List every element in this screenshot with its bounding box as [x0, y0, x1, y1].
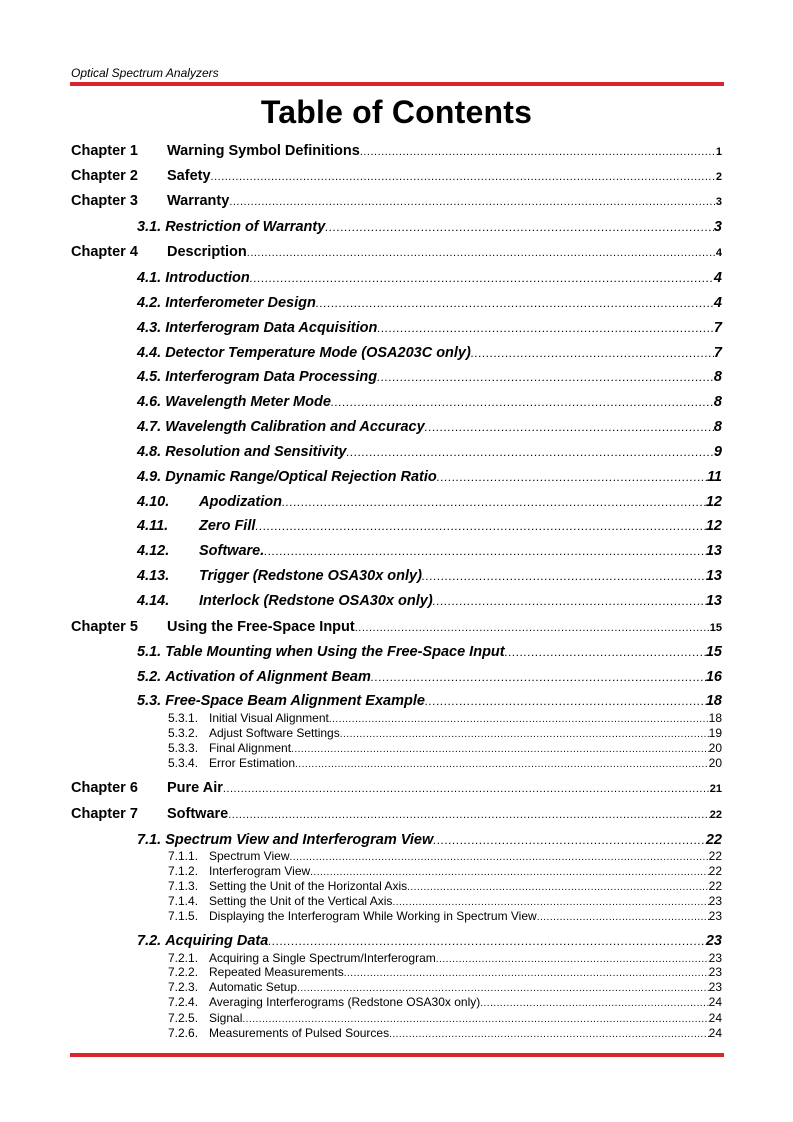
- toc-entry-number: 7.1.3.: [168, 879, 199, 893]
- toc-entry-title: Detector Temperature Mode (OSA203C only): [165, 345, 471, 361]
- toc-entry-page: 16: [705, 669, 722, 685]
- toc-entry[interactable]: [168, 757, 722, 770]
- toc-entry-page: 20: [708, 741, 722, 755]
- toc-entry-number: 3.1.: [137, 219, 162, 235]
- toc-leader-dots: [242, 1015, 708, 1025]
- toc-entry-page: 24: [708, 1026, 722, 1040]
- toc-leader-dots: [344, 969, 709, 979]
- toc-entry-number: 5.3.2.: [168, 726, 199, 740]
- toc-entry-page: 4: [713, 295, 722, 311]
- toc-entry-page: 24: [708, 1011, 722, 1025]
- toc-entry-page: 15: [709, 622, 722, 634]
- toc-entry-title: Displaying the Interferogram While Working in Spectrum View: [209, 909, 537, 923]
- toc-entry-number: 7.2.1.: [168, 951, 199, 965]
- toc-entry[interactable]: [71, 194, 722, 209]
- toc-entry-number: 7.1.: [137, 832, 162, 848]
- toc-entry[interactable]: [168, 966, 722, 979]
- toc-leader-dots: [360, 147, 716, 158]
- toc-leader-dots: [346, 446, 713, 458]
- toc-entry-number: 4.8.: [137, 444, 162, 460]
- toc-entry[interactable]: [168, 1027, 722, 1040]
- toc-entry-title: Warning Symbol Definitions: [167, 143, 360, 159]
- toc-entry-title: Zero Fill: [199, 518, 256, 534]
- page-title: Table of Contents: [260, 94, 533, 130]
- toc-entry[interactable]: [168, 880, 722, 893]
- toc-entry-page: 8: [713, 369, 722, 385]
- toc-entry-page: 13: [705, 593, 722, 609]
- toc-entry-number: 7.2.4.: [168, 995, 199, 1009]
- toc-entry-page: 8: [713, 419, 722, 435]
- toc-leader-dots: [329, 715, 709, 725]
- toc-entry-title: Wavelength Meter Mode: [165, 394, 331, 410]
- toc-leader-dots: [422, 570, 706, 582]
- toc-leader-dots: [425, 695, 706, 707]
- toc-entry[interactable]: [71, 144, 722, 159]
- footer-rule: [70, 1053, 724, 1057]
- toc-entry-number: Chapter 5: [71, 619, 138, 635]
- toc-entry-page: 24: [708, 995, 722, 1009]
- toc-entry-page: 9: [713, 444, 722, 460]
- toc-entry[interactable]: [137, 694, 722, 709]
- toc-entry-number: Chapter 1: [71, 143, 138, 159]
- toc-entry[interactable]: [137, 495, 722, 510]
- toc-entry-title: Table Mounting when Using the Free-Space Input: [165, 644, 505, 660]
- toc-leader-dots: [211, 172, 716, 183]
- toc-leader-dots: [377, 371, 714, 383]
- toc-entry-title: Restriction of Warranty: [165, 219, 326, 235]
- toc-entry[interactable]: [137, 346, 722, 361]
- toc-entry-number: 5.1.: [137, 644, 162, 660]
- toc-entry-page: 13: [705, 568, 722, 584]
- toc-entry-title: Wavelength Calibration and Accuracy: [165, 419, 425, 435]
- toc-entry[interactable]: [137, 934, 722, 949]
- toc-entry-title: Error Estimation: [209, 756, 296, 770]
- toc-entry-page: 11: [706, 469, 722, 485]
- toc-entry-page: 22: [708, 864, 722, 878]
- toc-entry-number: 7.1.5.: [168, 909, 199, 923]
- toc-leader-dots: [392, 898, 708, 908]
- running-header: Optical Spectrum Analyzers: [71, 66, 219, 80]
- toc-entry[interactable]: [137, 321, 722, 336]
- toc-entry-number: 4.11.: [137, 518, 169, 534]
- toc-leader-dots: [264, 545, 706, 557]
- toc-leader-dots: [291, 745, 709, 755]
- toc-entry[interactable]: [168, 1012, 722, 1025]
- toc-entry-title: Using the Free-Space Input: [167, 619, 355, 635]
- toc-entry-title: Pure Air: [167, 780, 223, 796]
- toc-leader-dots: [310, 868, 708, 878]
- toc-entry[interactable]: [137, 220, 722, 235]
- toc-entry-number: 7.1.2.: [168, 864, 199, 878]
- toc-entry-number: Chapter 4: [71, 244, 138, 260]
- toc-leader-dots: [505, 646, 706, 658]
- toc-entry-page: 21: [709, 783, 722, 795]
- toc-entry-page: 23: [708, 894, 722, 908]
- toc-entry-number: Chapter 6: [71, 780, 138, 796]
- toc-entry-title: Software: [167, 806, 229, 822]
- toc-leader-dots: [340, 730, 709, 740]
- toc-leader-dots: [229, 197, 716, 208]
- toc-entry-page: 23: [708, 980, 722, 994]
- toc-entry[interactable]: [168, 727, 722, 740]
- toc-entry-page: 22: [708, 849, 722, 863]
- toc-leader-dots: [289, 853, 708, 863]
- toc-entry-title: Software.: [199, 543, 265, 559]
- toc-entry-title: Resolution and Sensitivity: [165, 444, 347, 460]
- toc-leader-dots: [480, 999, 708, 1009]
- toc-entry-number: 7.1.1.: [168, 849, 199, 863]
- toc-leader-dots: [282, 496, 706, 508]
- toc-entry[interactable]: [137, 833, 722, 848]
- toc-entry[interactable]: [168, 865, 722, 878]
- toc-entry-number: Chapter 3: [71, 193, 138, 209]
- toc-leader-dots: [297, 984, 709, 994]
- toc-leader-dots: [437, 471, 707, 483]
- toc-entry[interactable]: [137, 420, 722, 435]
- toc-entry-page: 23: [708, 909, 722, 923]
- toc-entry-title: Interferogram View: [209, 864, 311, 878]
- toc-entry[interactable]: [71, 807, 722, 822]
- toc-entry-title: Final Alignment: [209, 741, 292, 755]
- toc-entry-number: 4.7.: [137, 419, 162, 435]
- toc-entry-title: Averaging Interferograms (Redstone OSA30x only): [209, 995, 481, 1009]
- toc-entry-number: Chapter 2: [71, 168, 138, 184]
- toc-entry-number: 5.3.1.: [168, 711, 199, 725]
- toc-entry-page: 23: [705, 933, 722, 949]
- toc-entry-number: 5.2.: [137, 669, 162, 685]
- toc-entry-page: 4: [713, 270, 722, 286]
- toc-entry-title: Setting the Unit of the Vertical Axis: [209, 894, 393, 908]
- toc-entry-number: 4.14.: [137, 593, 170, 609]
- toc-entry-number: 5.3.3.: [168, 741, 199, 755]
- toc-entry-page: 23: [708, 965, 722, 979]
- toc-entry-title: Apodization: [199, 494, 282, 510]
- toc-leader-dots: [223, 784, 710, 795]
- toc-entry-number: 4.12.: [137, 543, 170, 559]
- toc-entry-page: 22: [705, 832, 722, 848]
- toc-entry-title: Initial Visual Alignment: [209, 711, 329, 725]
- toc-entry-title: Interferogram Data Processing: [165, 369, 378, 385]
- toc-entry-number: 4.10.: [137, 494, 170, 510]
- toc-leader-dots: [228, 810, 710, 821]
- toc-entry-number: 4.4.: [137, 345, 162, 361]
- toc-entry[interactable]: [71, 169, 722, 184]
- toc-entry-title: Trigger (Redstone OSA30x only): [199, 568, 422, 584]
- toc-leader-dots: [325, 221, 714, 233]
- toc-entry-title: Spectrum View: [209, 849, 290, 863]
- toc-entry[interactable]: [137, 271, 722, 286]
- toc-leader-dots: [433, 834, 706, 846]
- toc-entry-number: 4.6.: [137, 394, 162, 410]
- toc-entry-title: Automatic Setup: [209, 980, 298, 994]
- toc-entry-number: 7.2.5.: [168, 1011, 199, 1025]
- toc-entry[interactable]: [137, 370, 722, 385]
- toc-entry-page: 15: [705, 644, 722, 660]
- toc-entry-title: Dynamic Range/Optical Rejection Ratio: [165, 469, 437, 485]
- toc-entry-page: 7: [713, 320, 722, 336]
- toc-leader-dots: [471, 347, 714, 359]
- toc-entry-page: 8: [713, 394, 722, 410]
- toc-entry-title: Free-Space Beam Alignment Example: [165, 693, 425, 709]
- toc-entry-title: Interferogram Data Acquisition: [165, 320, 378, 336]
- toc-entry-title: Acquiring a Single Spectrum/Interferogram: [209, 951, 436, 965]
- toc-leader-dots: [295, 760, 709, 770]
- toc-entry-number: 5.3.4.: [168, 756, 199, 770]
- toc-entry-title: Safety: [167, 168, 211, 184]
- toc-entry[interactable]: [137, 296, 722, 311]
- toc-leader-dots: [268, 935, 706, 947]
- toc-entry[interactable]: [137, 594, 722, 609]
- toc-entry-number: 4.3.: [137, 320, 162, 336]
- toc-entry-title: Introduction: [165, 270, 250, 286]
- toc-entry-page: 19: [708, 726, 722, 740]
- toc-entry-page: 2: [715, 171, 722, 183]
- toc-entry-page: 7: [713, 345, 722, 361]
- toc-leader-dots: [389, 1030, 709, 1040]
- toc-entry-title: Setting the Unit of the Horizontal Axis: [209, 879, 408, 893]
- toc-entry-title: Measurements of Pulsed Sources: [209, 1026, 390, 1040]
- toc-entry[interactable]: [168, 996, 722, 1009]
- toc-leader-dots: [433, 595, 706, 607]
- toc-entry-number: 4.9.: [137, 469, 162, 485]
- toc-entry-title: Signal: [209, 1011, 243, 1025]
- toc-entry-number: 7.2.3.: [168, 980, 199, 994]
- toc-entry-number: 4.2.: [137, 295, 162, 311]
- toc-entry-title: Repeated Measurements: [209, 965, 344, 979]
- toc-entry[interactable]: [71, 245, 722, 260]
- toc-entry[interactable]: [137, 445, 722, 460]
- toc-entry-number: 7.2.2.: [168, 965, 199, 979]
- toc-entry[interactable]: [168, 850, 722, 863]
- toc-entry-page: 23: [708, 951, 722, 965]
- toc-entry-number: 5.3.: [137, 693, 162, 709]
- toc-entry-number: 7.2.6.: [168, 1026, 199, 1040]
- toc-entry[interactable]: [137, 569, 722, 584]
- toc-entry[interactable]: [137, 470, 722, 485]
- toc-entry[interactable]: [71, 620, 722, 635]
- toc-entry-page: 1: [715, 146, 722, 158]
- toc-entry-page: 12: [705, 518, 722, 534]
- toc-entry-title: Activation of Alignment Beam: [165, 669, 371, 685]
- toc-entry[interactable]: [137, 544, 722, 559]
- toc-entry[interactable]: [137, 645, 722, 660]
- toc-entry[interactable]: [168, 895, 722, 908]
- toc-leader-dots: [247, 248, 716, 259]
- toc-entry-title: Interlock (Redstone OSA30x only): [199, 593, 433, 609]
- toc-entry-title: Adjust Software Settings: [209, 726, 340, 740]
- toc-entry-number: 7.1.4.: [168, 894, 199, 908]
- toc-entry[interactable]: [137, 519, 722, 534]
- toc-leader-dots: [407, 883, 709, 893]
- toc-entry-page: 22: [709, 809, 722, 821]
- toc-entry[interactable]: [137, 395, 722, 410]
- toc-entry[interactable]: [168, 910, 722, 923]
- toc-entry-page: 18: [705, 693, 722, 709]
- toc-entry-page: 22: [708, 879, 722, 893]
- toc-entry[interactable]: [168, 712, 722, 725]
- toc-entry-page: 20: [708, 756, 722, 770]
- toc-entry-number: 7.2.: [137, 933, 162, 949]
- toc-entry[interactable]: [168, 742, 722, 755]
- toc-entry-page: 13: [705, 543, 722, 559]
- toc-entry[interactable]: [168, 981, 722, 994]
- toc-entry-number: 4.1.: [137, 270, 162, 286]
- toc-entry-title: Description: [167, 244, 247, 260]
- toc-entry[interactable]: [71, 781, 722, 796]
- toc-entry-title: Warranty: [167, 193, 230, 209]
- toc-leader-dots: [371, 671, 706, 683]
- toc-leader-dots: [436, 955, 709, 965]
- toc-leader-dots: [331, 396, 714, 408]
- toc-leader-dots: [316, 297, 714, 309]
- toc-leader-dots: [425, 421, 714, 433]
- toc-entry-number: 4.5.: [137, 369, 162, 385]
- toc-leader-dots: [377, 322, 714, 334]
- toc-entry-page: 3: [715, 196, 722, 208]
- toc-entry-number: Chapter 7: [71, 806, 138, 822]
- toc-entry[interactable]: [168, 952, 722, 965]
- toc-entry-title: Spectrum View and Interferogram View: [165, 832, 434, 848]
- toc-leader-dots: [255, 520, 705, 532]
- toc-entry-page: 12: [705, 494, 722, 510]
- toc-leader-dots: [537, 913, 709, 923]
- toc-entry[interactable]: [137, 670, 722, 685]
- toc-entry-number: 4.13.: [137, 568, 170, 584]
- toc-leader-dots: [250, 272, 714, 284]
- toc-entry-title: Acquiring Data: [165, 933, 269, 949]
- toc-entry-page: 3: [713, 219, 722, 235]
- toc-entry-page: 4: [715, 247, 722, 259]
- toc-leader-dots: [355, 623, 710, 634]
- toc-entry-title: Interferometer Design: [165, 295, 316, 311]
- toc-entry-page: 18: [708, 711, 722, 725]
